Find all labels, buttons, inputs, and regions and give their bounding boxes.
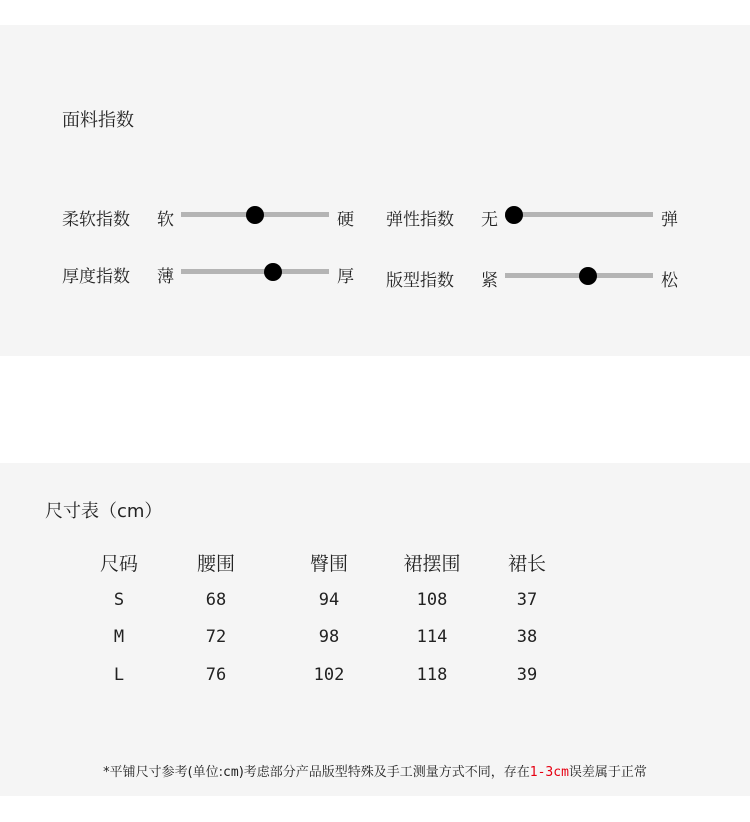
- header-waist: 腰围: [196, 553, 235, 575]
- thickness-scale-track: [181, 269, 329, 274]
- thickness-index-label: 厚度指数: [62, 267, 130, 287]
- softness-max-label: 硬: [337, 210, 354, 230]
- softness-min-label: 软: [157, 210, 174, 230]
- softness-scale-marker: [246, 206, 264, 224]
- header-length: 裙长: [507, 553, 546, 575]
- note-middle: )考虑部分产品版型特殊及手工测量方式不同，存在: [238, 765, 530, 780]
- thickness-max-label: 厚: [337, 267, 354, 287]
- elasticity-scale-marker: [505, 206, 523, 224]
- size-cell: M: [113, 627, 125, 647]
- fit-index-label: 版型指数: [386, 271, 454, 291]
- size-table-panel: [0, 463, 750, 796]
- note-unit: cm: [223, 765, 239, 780]
- header-hip: 臀围: [309, 553, 348, 575]
- measurement-note: [0, 761, 750, 780]
- length-cell: 39: [516, 665, 538, 685]
- thickness-scale-marker: [264, 263, 282, 281]
- waist-cell: 68: [205, 590, 227, 610]
- hip-cell: 98: [318, 627, 340, 647]
- hip-cell: 94: [318, 590, 340, 610]
- elasticity-max-label: 弹: [661, 210, 678, 230]
- fabric-index-panel: [0, 25, 750, 356]
- elasticity-min-label: 无: [481, 210, 498, 230]
- elasticity-scale-track: [505, 212, 653, 217]
- fit-scale-marker: [579, 267, 597, 285]
- note-error-range: 1-3cm: [529, 765, 569, 780]
- fit-min-label: 紧: [481, 271, 498, 291]
- thickness-min-label: 薄: [157, 267, 174, 287]
- size-cell: L: [113, 665, 125, 685]
- hem-cell: 108: [416, 590, 448, 610]
- waist-cell: 76: [205, 665, 227, 685]
- note-prefix: *平铺尺寸参考(单位:: [103, 765, 224, 780]
- size-table-title: 尺寸表（cm）: [45, 501, 163, 522]
- length-cell: 38: [516, 627, 538, 647]
- header-hem: 裙摆围: [403, 553, 461, 575]
- hem-cell: 114: [416, 627, 448, 647]
- note-suffix: 误差属于正常: [568, 765, 647, 780]
- size-cell: S: [113, 590, 125, 610]
- fit-max-label: 松: [661, 271, 678, 291]
- length-cell: 37: [516, 590, 538, 610]
- elasticity-index-label: 弹性指数: [386, 210, 454, 230]
- waist-cell: 72: [205, 627, 227, 647]
- fabric-index-title: 面料指数: [62, 110, 134, 131]
- hip-cell: 102: [313, 665, 345, 685]
- softness-index-label: 柔软指数: [62, 210, 130, 230]
- header-size: 尺码: [99, 553, 138, 575]
- hem-cell: 118: [416, 665, 448, 685]
